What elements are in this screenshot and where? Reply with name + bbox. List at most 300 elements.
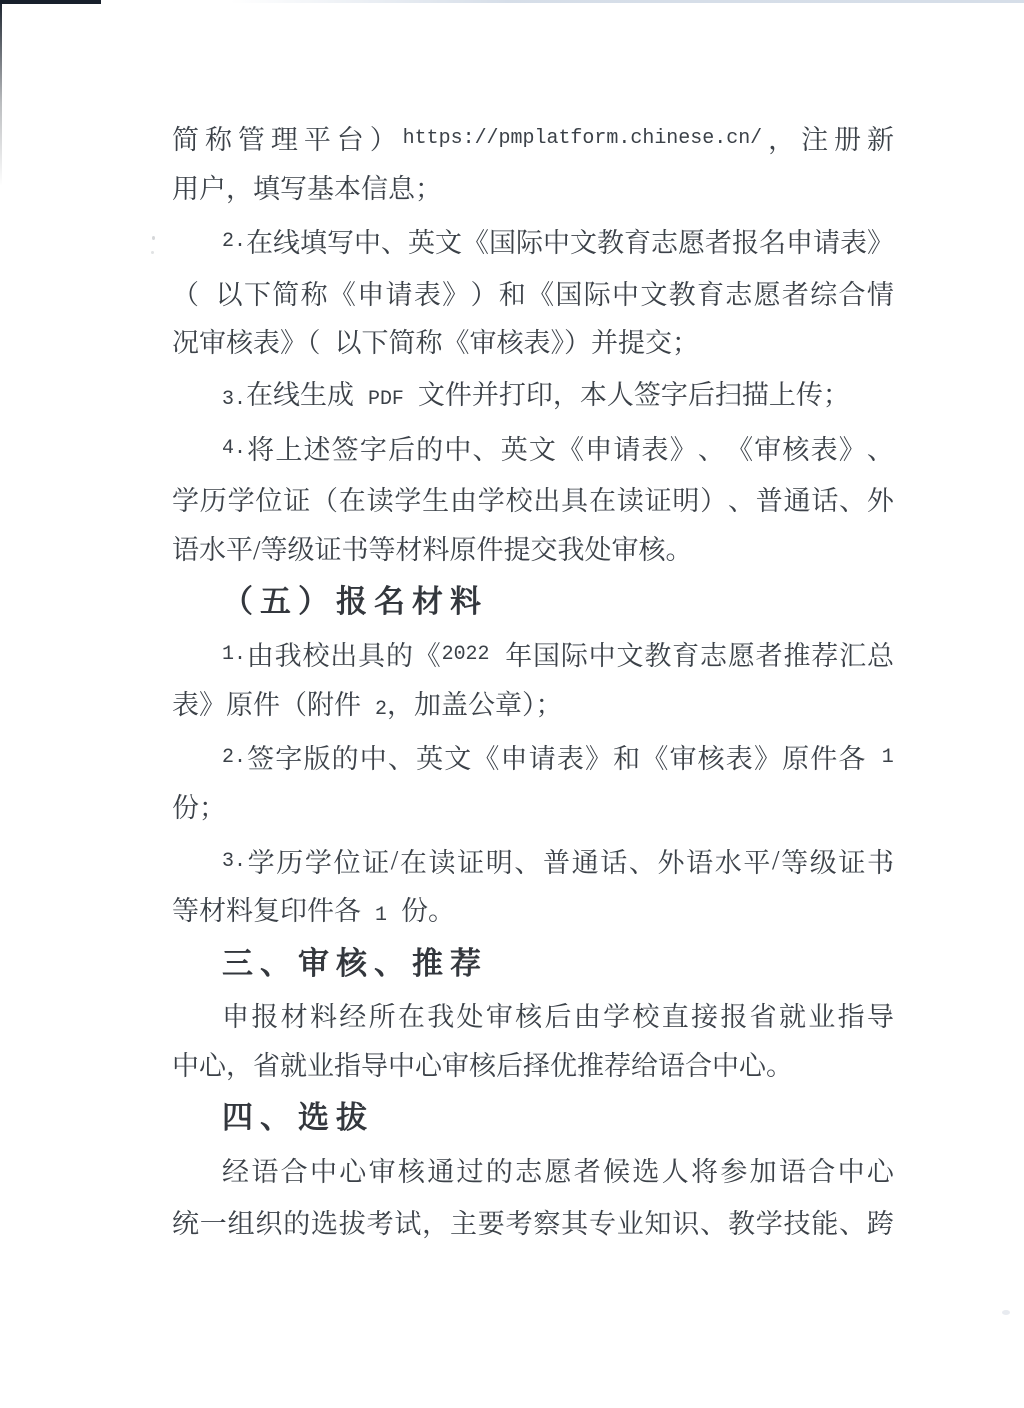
glyph: 表 bbox=[523, 328, 551, 359]
glyph: 加 bbox=[413, 689, 441, 720]
glyph: 考 bbox=[366, 1208, 394, 1239]
glyph: 我 bbox=[557, 534, 585, 565]
glyph: 学 bbox=[477, 486, 505, 517]
text-line bbox=[172, 1195, 894, 1247]
glyph: 给 bbox=[631, 1050, 658, 1081]
glyph: 候 bbox=[603, 1157, 631, 1188]
glyph: 并 bbox=[471, 379, 499, 410]
glyph: 中 bbox=[359, 744, 387, 775]
glyph: 称 bbox=[300, 280, 328, 311]
glyph: 加 bbox=[749, 1157, 777, 1188]
glyph: 明 bbox=[672, 486, 700, 517]
glyph: 文 bbox=[434, 228, 462, 259]
glyph: 英 bbox=[500, 434, 528, 465]
glyph: 下 bbox=[243, 280, 271, 311]
glyph: 育 bbox=[672, 641, 700, 672]
glyph: 中 bbox=[612, 280, 639, 311]
glyph: 在 bbox=[245, 379, 273, 410]
glyph: 、 bbox=[727, 486, 755, 517]
glyph: 字 bbox=[275, 744, 303, 775]
glyph: 要 bbox=[477, 1208, 505, 1239]
glyph: 核 bbox=[697, 744, 725, 775]
glyph: 息 bbox=[388, 173, 415, 204]
glyph: ， bbox=[422, 1208, 450, 1239]
glyph: 申 bbox=[500, 744, 528, 775]
text-line bbox=[172, 215, 894, 267]
glyph: 出 bbox=[330, 641, 358, 672]
glyph: 审 bbox=[442, 1050, 469, 1081]
glyph: 志 bbox=[725, 280, 753, 311]
glyph: 字 bbox=[359, 434, 387, 465]
glyph: 在 bbox=[338, 486, 366, 517]
glyph: 出 bbox=[533, 486, 561, 517]
glyph: 级 bbox=[287, 534, 315, 565]
glyph: 文 bbox=[528, 434, 556, 465]
glyph: 语 bbox=[658, 1050, 685, 1081]
glyph: 台 bbox=[336, 125, 364, 156]
text-line bbox=[172, 112, 894, 164]
glyph: ） bbox=[298, 584, 336, 620]
glyph: 证 bbox=[283, 486, 311, 517]
glyph: 核 bbox=[226, 328, 253, 359]
glyph: 心 bbox=[866, 1157, 894, 1188]
glyph: 核 bbox=[782, 434, 810, 465]
glyph: ） bbox=[369, 125, 397, 156]
glyph: 章 bbox=[494, 689, 522, 720]
scan-speckle bbox=[152, 236, 155, 240]
glyph: 英 bbox=[407, 228, 435, 259]
glyph: 参 bbox=[720, 1157, 748, 1188]
glyph: 简 bbox=[272, 280, 300, 311]
glyph: 话 bbox=[600, 847, 628, 878]
glyph: 件 bbox=[334, 689, 361, 720]
glyph: 证 bbox=[362, 847, 390, 878]
glyph: 。 bbox=[665, 534, 693, 565]
glyph: 通 bbox=[783, 486, 811, 517]
glyph: 业 bbox=[616, 1208, 644, 1239]
glyph: 等 bbox=[781, 847, 809, 878]
glyph: 具 bbox=[358, 641, 386, 672]
glyph: 直 bbox=[661, 1002, 689, 1033]
glyph: 》 bbox=[280, 328, 307, 359]
glyph: 学 bbox=[394, 486, 422, 517]
glyph: 愿 bbox=[753, 280, 781, 311]
glyph: 读 bbox=[616, 486, 644, 517]
glyph: ） bbox=[700, 486, 728, 517]
glyph: 请 bbox=[812, 228, 840, 259]
scan-speckle bbox=[151, 251, 154, 254]
glyph: 请 bbox=[528, 744, 556, 775]
glyph: 荐 bbox=[450, 945, 488, 981]
glyph: 申 bbox=[585, 434, 613, 465]
glyph: 中 bbox=[309, 1157, 337, 1188]
glyph: 申 bbox=[222, 1002, 249, 1033]
glyph: 其 bbox=[561, 1208, 589, 1239]
glyph: 话 bbox=[811, 486, 839, 517]
glyph: 级 bbox=[809, 847, 837, 878]
glyph: 过 bbox=[456, 1157, 484, 1188]
glyph: 》 bbox=[442, 280, 470, 311]
glyph: 3. bbox=[222, 386, 246, 410]
glyph: 印 bbox=[525, 379, 553, 410]
glyph: 等 bbox=[368, 534, 396, 565]
glyph: （ bbox=[222, 584, 260, 620]
glyph: 管 bbox=[237, 125, 265, 156]
glyph: 、 bbox=[374, 945, 412, 981]
glyph: 以 bbox=[334, 328, 362, 359]
text-line bbox=[172, 473, 894, 525]
glyph: 报 bbox=[251, 1002, 279, 1033]
glyph: 由 bbox=[573, 1002, 601, 1033]
glyph: 导 bbox=[361, 1050, 388, 1081]
glyph: 原 bbox=[782, 744, 810, 775]
glyph: 请 bbox=[613, 434, 641, 465]
glyph: 一 bbox=[199, 1208, 227, 1239]
glyph: 者 bbox=[781, 280, 809, 311]
glyph: 技 bbox=[783, 1208, 811, 1239]
glyph: 附 bbox=[307, 689, 334, 720]
glyph: 学 bbox=[227, 486, 255, 517]
glyph: 材 bbox=[395, 534, 423, 565]
glyph: 证 bbox=[838, 847, 866, 878]
glyph: 际 bbox=[560, 641, 588, 672]
text-line bbox=[172, 267, 894, 319]
glyph: ， bbox=[768, 125, 796, 156]
glyph: 》 bbox=[550, 328, 564, 359]
glyph: 的 bbox=[416, 434, 444, 465]
glyph: 证 bbox=[644, 486, 672, 517]
glyph: 校 bbox=[302, 641, 330, 672]
glyph: 中 bbox=[712, 1050, 739, 1081]
glyph: 名 bbox=[758, 228, 786, 259]
glyph: 》 bbox=[669, 434, 697, 465]
glyph: 。 bbox=[427, 895, 455, 926]
glyph: 下 bbox=[361, 328, 389, 359]
glyph: 扫 bbox=[714, 379, 742, 410]
glyph: 户 bbox=[199, 173, 226, 204]
glyph: 文 bbox=[569, 228, 597, 259]
glyph: 份 bbox=[400, 895, 428, 926]
glyph: 等 bbox=[172, 895, 199, 926]
glyph: 材 bbox=[280, 1002, 308, 1033]
glyph: 志 bbox=[699, 641, 727, 672]
glyph: 综 bbox=[810, 280, 838, 311]
glyph: 平 bbox=[743, 847, 771, 878]
glyph: 1 bbox=[375, 902, 387, 926]
glyph: 心 bbox=[339, 1157, 367, 1188]
glyph: 中 bbox=[353, 228, 381, 259]
glyph: 1. bbox=[222, 642, 246, 666]
glyph: 报 bbox=[731, 228, 759, 259]
glyph: 荐 bbox=[604, 1050, 631, 1081]
glyph: 的 bbox=[385, 641, 413, 672]
glyph: 荐 bbox=[811, 641, 839, 672]
glyph: 推 bbox=[783, 641, 811, 672]
glyph: 报 bbox=[336, 584, 374, 620]
glyph: 和 bbox=[613, 744, 641, 775]
glyph: 印 bbox=[280, 895, 307, 926]
glyph: 五 bbox=[260, 584, 298, 620]
glyph: 《 bbox=[726, 434, 754, 465]
glyph: 外 bbox=[866, 486, 894, 517]
glyph: 际 bbox=[583, 280, 611, 311]
scan-artifact-top-streak bbox=[230, 0, 1024, 3]
glyph: 愿 bbox=[677, 228, 705, 259]
glyph: 跨 bbox=[866, 1208, 894, 1239]
glyph: 合 bbox=[838, 280, 866, 311]
glyph: 育 bbox=[623, 228, 651, 259]
glyph: 审 bbox=[298, 945, 336, 981]
glyph: 读 bbox=[366, 486, 394, 517]
glyph: 述 bbox=[303, 434, 331, 465]
glyph: 语 bbox=[778, 1157, 806, 1188]
glyph: 推 bbox=[577, 1050, 604, 1081]
glyph: 以 bbox=[215, 280, 243, 311]
glyph: 统 bbox=[172, 1208, 199, 1239]
glyph: 审 bbox=[669, 744, 697, 775]
text-line bbox=[172, 525, 894, 577]
glyph: 合 bbox=[280, 1157, 308, 1188]
glyph: 中 bbox=[172, 1050, 199, 1081]
glyph: 教 bbox=[668, 280, 696, 311]
glyph: 生 bbox=[299, 379, 327, 410]
glyph: 料 bbox=[226, 895, 253, 926]
glyph: 省 bbox=[749, 1002, 777, 1033]
glyph: 处 bbox=[584, 534, 612, 565]
glyph: 材 bbox=[199, 895, 226, 926]
glyph: 总 bbox=[866, 641, 894, 672]
glyph: 普 bbox=[542, 847, 570, 878]
glyph: 核 bbox=[469, 1050, 496, 1081]
glyph: 、 bbox=[628, 847, 656, 878]
glyph: 名 bbox=[374, 584, 412, 620]
glyph: 志 bbox=[650, 228, 678, 259]
glyph: 生 bbox=[422, 486, 450, 517]
glyph: 语 bbox=[172, 534, 199, 565]
glyph: 经 bbox=[339, 1002, 367, 1033]
glyph: / bbox=[771, 844, 780, 875]
glyph: 读 bbox=[428, 847, 456, 878]
glyph: 导 bbox=[866, 1002, 894, 1033]
glyph: 中 bbox=[588, 641, 616, 672]
glyph: 表 bbox=[556, 744, 584, 775]
text-line bbox=[172, 731, 894, 783]
glyph: 版 bbox=[303, 744, 331, 775]
glyph: 者 bbox=[704, 228, 732, 259]
glyph: 》 bbox=[753, 744, 781, 775]
glyph: 就 bbox=[778, 1002, 806, 1033]
glyph: 学 bbox=[172, 486, 199, 517]
text-line bbox=[172, 834, 894, 886]
glyph: 指 bbox=[837, 1002, 865, 1033]
glyph: 2. bbox=[222, 745, 246, 769]
glyph: 接 bbox=[691, 1002, 718, 1033]
glyph: （ bbox=[310, 486, 338, 517]
glyph: 上 bbox=[275, 434, 303, 465]
glyph: 后 bbox=[496, 1050, 523, 1081]
glyph: ） bbox=[470, 280, 498, 311]
text-line bbox=[172, 989, 894, 1041]
glyph: 的 bbox=[283, 1208, 311, 1239]
glyph: 就 bbox=[280, 1050, 307, 1081]
glyph: 经 bbox=[222, 1157, 249, 1188]
glyph: 在 bbox=[399, 847, 427, 878]
glyph: 料 bbox=[450, 584, 488, 620]
glyph: 注 bbox=[801, 125, 829, 156]
glyph: 将 bbox=[247, 434, 275, 465]
glyph: 申 bbox=[357, 280, 385, 311]
glyph: ， bbox=[552, 379, 580, 410]
glyph: 、 bbox=[839, 1208, 867, 1239]
glyph: 育 bbox=[696, 280, 724, 311]
glyph: 心 bbox=[739, 1050, 766, 1081]
glyph: 由 bbox=[449, 486, 477, 517]
glyph: 签 bbox=[633, 379, 661, 410]
glyph: 核 bbox=[397, 1157, 425, 1188]
glyph: 专 bbox=[588, 1208, 616, 1239]
glyph: 省 bbox=[253, 1050, 280, 1081]
glyph: 、 bbox=[700, 1208, 728, 1239]
glyph: 中 bbox=[444, 434, 472, 465]
glyph: ； bbox=[672, 328, 699, 359]
glyph: 我 bbox=[274, 641, 302, 672]
text-line bbox=[172, 164, 894, 216]
glyph: 汇 bbox=[839, 641, 867, 672]
glyph: ； bbox=[822, 379, 850, 410]
glyph: 者 bbox=[573, 1157, 601, 1188]
glyph: 志 bbox=[515, 1157, 543, 1188]
glyph: 校 bbox=[632, 1002, 660, 1033]
glyph: ； bbox=[199, 792, 226, 823]
glyph: 文 bbox=[444, 744, 472, 775]
glyph: 册 bbox=[834, 125, 862, 156]
glyph: 基 bbox=[307, 173, 334, 204]
glyph: 、 bbox=[387, 744, 415, 775]
glyph: 教 bbox=[644, 641, 672, 672]
glyph: 愿 bbox=[544, 1157, 572, 1188]
glyph: ， bbox=[226, 1050, 253, 1081]
glyph: 、 bbox=[260, 1100, 298, 1136]
glyph: 四 bbox=[222, 1100, 260, 1136]
text-line bbox=[172, 680, 894, 732]
glyph: 核 bbox=[496, 328, 524, 359]
glyph: 提 bbox=[618, 328, 645, 359]
glyph: 称 bbox=[204, 125, 232, 156]
glyph: 学 bbox=[247, 847, 275, 878]
text-line bbox=[172, 318, 894, 370]
glyph: 中 bbox=[388, 1050, 415, 1081]
glyph: 主 bbox=[449, 1208, 477, 1239]
glyph: 教 bbox=[596, 228, 624, 259]
glyph: 》 bbox=[585, 744, 612, 775]
glyph: 件 bbox=[810, 744, 838, 775]
glyph: 考 bbox=[505, 1208, 533, 1239]
glyph: 复 bbox=[253, 895, 280, 926]
glyph: 等 bbox=[260, 534, 288, 565]
glyph: 原 bbox=[226, 689, 253, 720]
glyph: 3. bbox=[222, 848, 246, 872]
glyph: 历 bbox=[199, 486, 227, 517]
glyph: 成 bbox=[326, 379, 354, 410]
glyph: 业 bbox=[307, 1050, 334, 1081]
glyph: 《 bbox=[557, 434, 585, 465]
glyph: 证 bbox=[457, 847, 485, 878]
glyph: 2 bbox=[375, 696, 387, 720]
glyph: / bbox=[390, 844, 399, 875]
glyph: 表 bbox=[810, 434, 838, 465]
glyph: 的 bbox=[331, 744, 359, 775]
glyph: 愿 bbox=[727, 641, 755, 672]
glyph: 选 bbox=[310, 1208, 338, 1239]
glyph: 签 bbox=[331, 434, 359, 465]
glyph: 表 bbox=[641, 434, 669, 465]
glyph: 简 bbox=[172, 125, 199, 156]
glyph: 由 bbox=[246, 641, 274, 672]
glyph: 心 bbox=[415, 1050, 442, 1081]
glyph: 并 bbox=[591, 328, 618, 359]
glyph: 织 bbox=[255, 1208, 283, 1239]
heading-line bbox=[172, 576, 894, 628]
glyph: 况 bbox=[172, 328, 199, 359]
glyph: 审 bbox=[611, 534, 639, 565]
glyph: 试 bbox=[394, 1208, 422, 1239]
glyph: 4. bbox=[222, 435, 246, 459]
glyph: 通 bbox=[571, 847, 599, 878]
glyph: 际 bbox=[515, 228, 543, 259]
glyph: 在 bbox=[245, 228, 273, 259]
glyph: 交 bbox=[645, 328, 672, 359]
glyph: 、 bbox=[514, 847, 542, 878]
glyph: 知 bbox=[644, 1208, 672, 1239]
glyph: 填 bbox=[253, 173, 280, 204]
glyph: 中 bbox=[837, 1157, 865, 1188]
glyph: 后 bbox=[544, 1002, 572, 1033]
glyph: ； bbox=[535, 689, 563, 720]
glyph: 语 bbox=[251, 1157, 279, 1188]
glyph: 用 bbox=[172, 173, 199, 204]
glyph: 件 bbox=[444, 379, 472, 410]
glyph: 国 bbox=[488, 228, 516, 259]
glyph: 人 bbox=[661, 1157, 689, 1188]
glyph: 者 bbox=[755, 641, 783, 672]
glyph: 》 bbox=[838, 434, 866, 465]
glyph: 公 bbox=[467, 689, 495, 720]
glyph: 我 bbox=[427, 1002, 455, 1033]
glyph: 后 bbox=[687, 379, 715, 410]
glyph: 表 bbox=[413, 280, 441, 311]
glyph: 审 bbox=[469, 328, 497, 359]
glyph: 、 bbox=[380, 228, 408, 259]
glyph: ， bbox=[226, 173, 253, 204]
glyph: 写 bbox=[326, 228, 354, 259]
glyph: 交 bbox=[530, 534, 558, 565]
glyph: 证 bbox=[314, 534, 342, 565]
glyph: 位 bbox=[255, 486, 283, 517]
glyph: 核 bbox=[638, 534, 666, 565]
glyph: 、 bbox=[839, 486, 867, 517]
glyph: 年 bbox=[505, 641, 533, 672]
glyph: 业 bbox=[808, 1002, 836, 1033]
text-line bbox=[172, 1041, 894, 1093]
glyph: 《 bbox=[472, 744, 500, 775]
glyph: 填 bbox=[299, 228, 327, 259]
glyph: 本 bbox=[334, 173, 361, 204]
glyph: 择 bbox=[523, 1050, 550, 1081]
glyph: ） bbox=[521, 689, 536, 720]
glyph: 件 bbox=[307, 895, 334, 926]
glyph: 签 bbox=[247, 744, 275, 775]
glyph: 文 bbox=[640, 280, 668, 311]
